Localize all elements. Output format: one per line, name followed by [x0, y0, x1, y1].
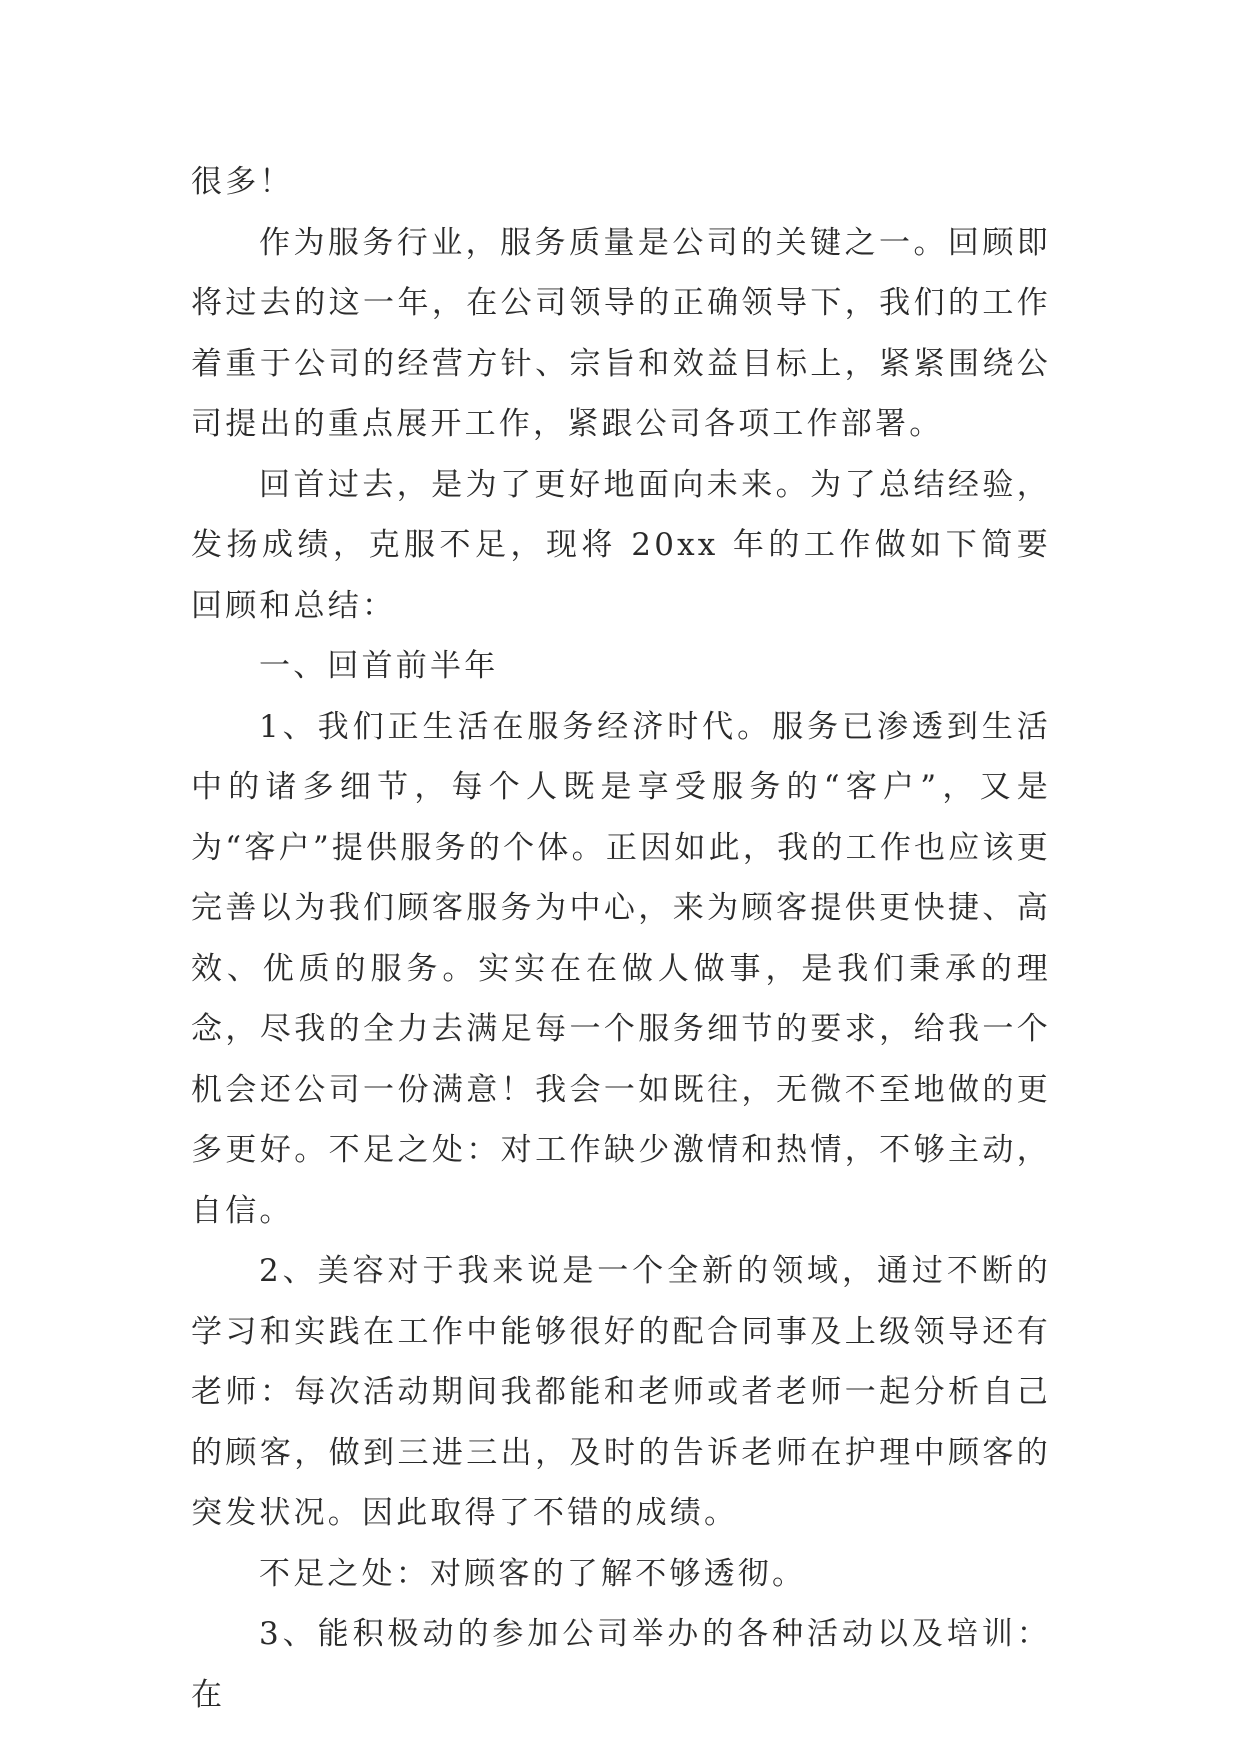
paragraph-item-2: 2、美容对于我来说是一个全新的领域，通过不断的学习和实践在工作中能够很好的配合同事及上级领导还有老师：每次活动期间我都能和老师或者老师一起分析自己的顾客，做到三进三出，及时的告诉老师在护理中顾客的突发状况。因此取得了不错的成绩。 — [191, 1253, 1051, 1531]
document-body — [191, 152, 1051, 1725]
paragraph-item-3: 3、能积极动的参加公司举办的各种活动以及培训：在 — [191, 1616, 1051, 1713]
paragraph-review-intro: 回首过去，是为了更好地面向未来。为了总结经验，发扬成绩，克服不足，现将 20xx 年的工作做如下简要回顾和总结： — [191, 466, 1051, 624]
paragraph-shortcoming: 不足之处：对顾客的了解不够透彻。 — [259, 1555, 807, 1592]
paragraph-service-quality: 作为服务行业，服务质量是公司的关键之一。回顾即将过去的这一年，在公司领导的正确领导下，我们的工作着重于公司的经营方针、宗旨和效益目标上，紧紧围绕公司提出的重点展开工作，紧跟公司各项工作部署。 — [191, 224, 1051, 442]
paragraph-item-1: 1、我们正生活在服务经济时代。服务已渗透到生活中的诸多细节，每个人既是享受服务的“客户”，又是为“客户”提供服务的个体。正因如此，我的工作也应该更完善以为我们顾客服务为中心，来为顾客提供更快捷、高效、优质的服务。实实在在做人做事，是我们秉承的理念，尽我的全力去满足每一个服务细节的要求，给我一个机会还公司一份满意！我会一如既往，无微不至地做的更多更好。不足之处：对工作缺少激情和热情，不够主动，自信。 — [191, 708, 1051, 1229]
section-heading-first-half: 一、回首前半年 — [259, 648, 499, 684]
paragraph-continuation: 很多！ — [191, 164, 294, 200]
